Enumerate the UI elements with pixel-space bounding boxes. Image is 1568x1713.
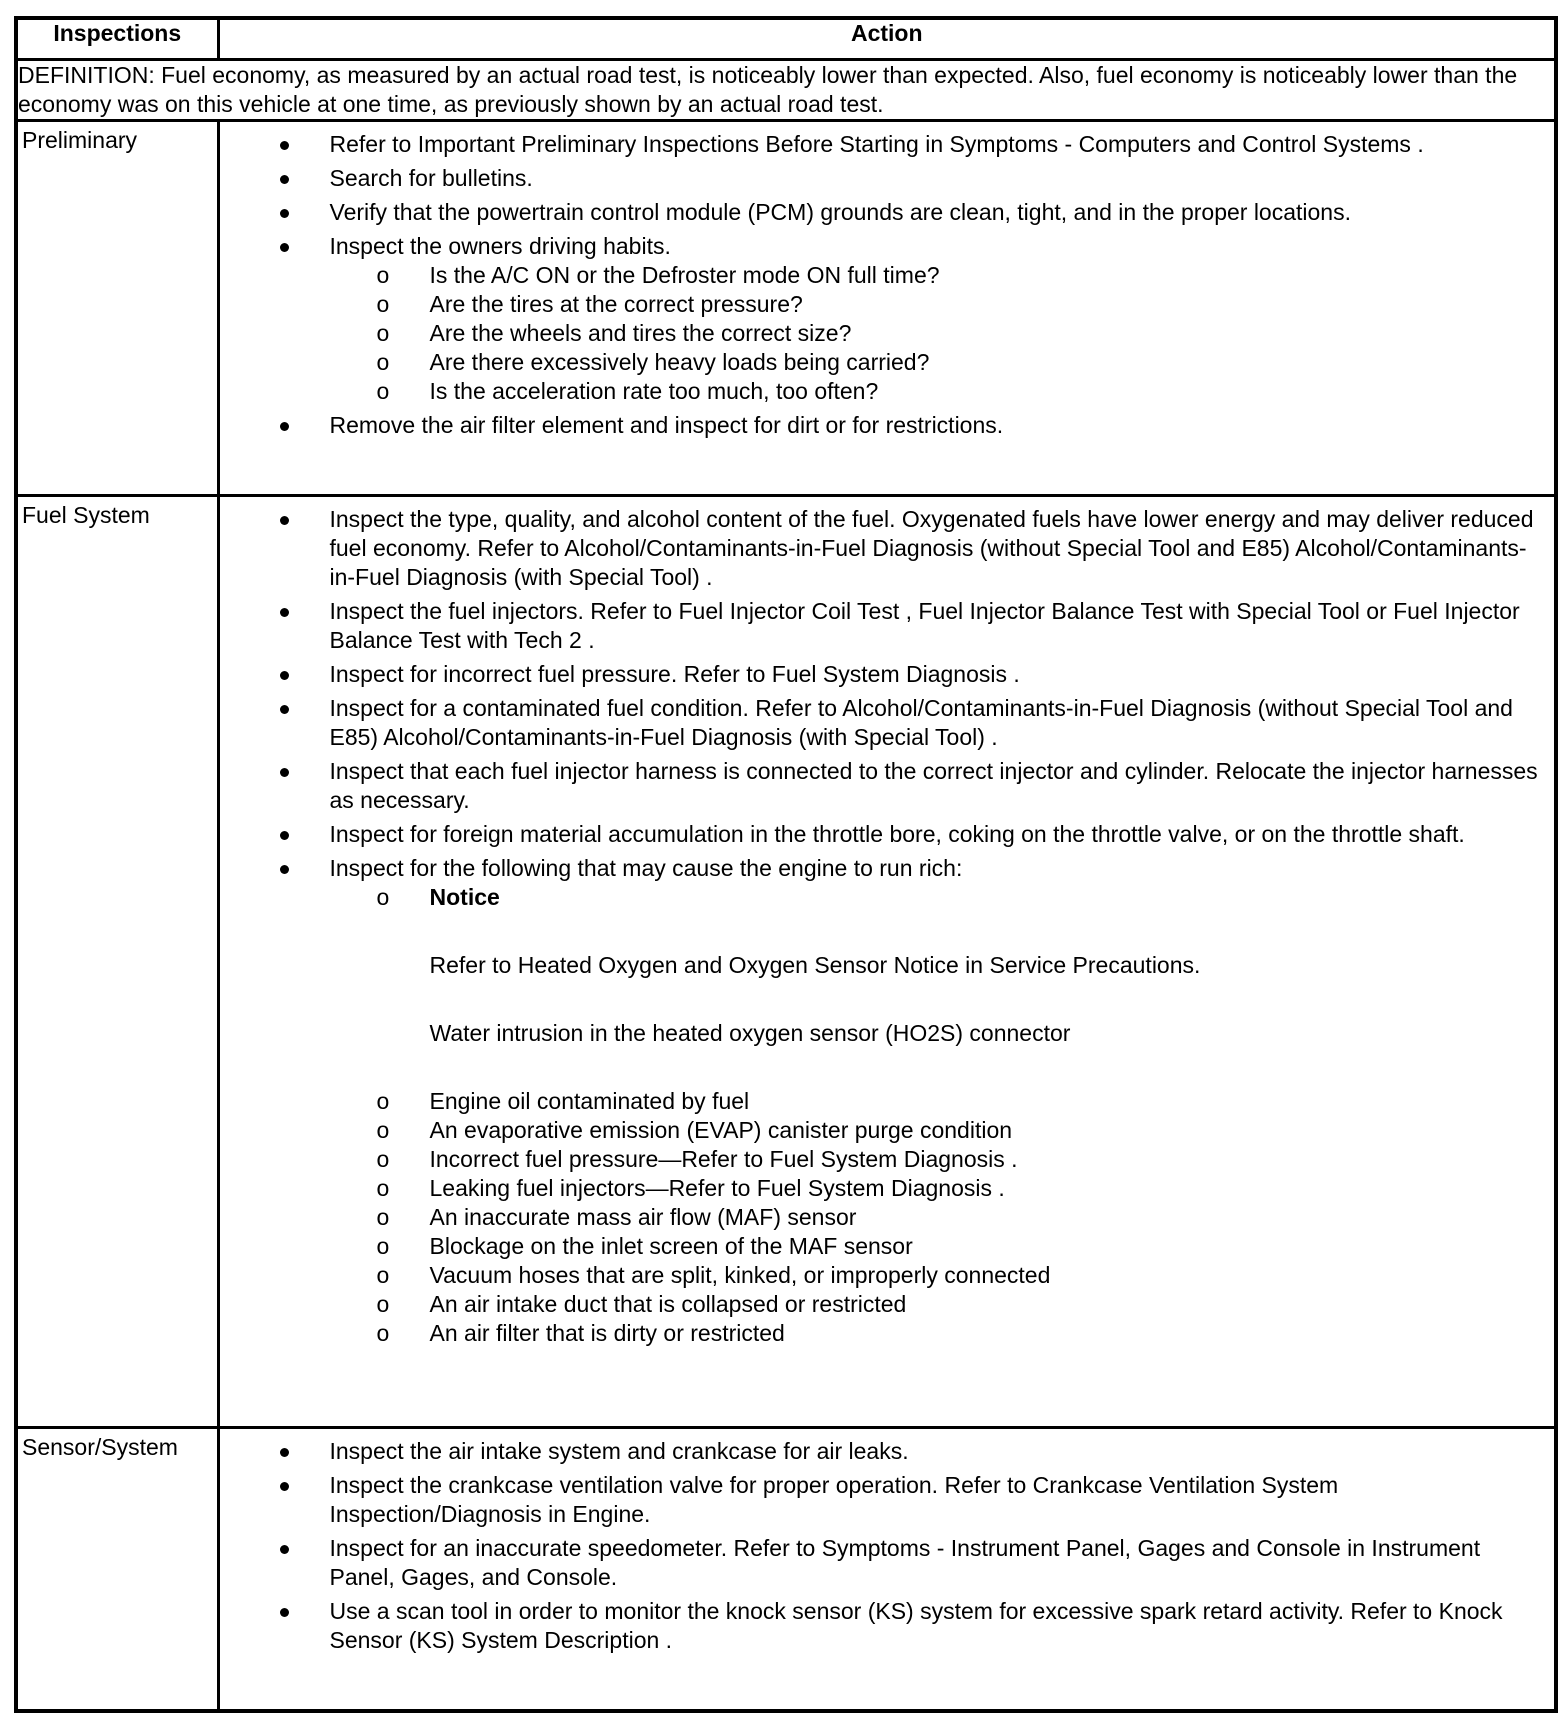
sub-list-item: o An inaccurate mass air flow (MAF) sensor xyxy=(430,1203,1549,1232)
sub-list-item: o Are the wheels and tires the correct size? xyxy=(430,319,1549,348)
sub-list-item: o An air filter that is dirty or restricted xyxy=(430,1319,1549,1348)
list-item xyxy=(330,854,1549,1348)
list-item: Inspect that each fuel injector harness is connected to the correct injector and cylinder. Relocate the injector harnesses as necessary. xyxy=(330,757,1549,815)
list-item: Inspect the air intake system and crankcase for air leaks. xyxy=(330,1437,1549,1466)
fuel-system-label: Fuel System xyxy=(16,496,218,1428)
list-item: Inspect for incorrect fuel pressure. Refer to Fuel System Diagnosis . xyxy=(330,660,1549,689)
sub-list-item: o An air intake duct that is collapsed or restricted xyxy=(430,1290,1549,1319)
list-item: Inspect the type, quality, and alcohol content of the fuel. Oxygenated fuels have lower energy and may deliver reduced fuel economy. Refer to Alcohol/Contaminants-in-Fuel Diagnosis (without Special Tool and E85) Alcohol/Contaminants-in-Fuel Diagnosis (with Special Tool) . xyxy=(330,505,1549,592)
list-item: Remove the air filter element and inspect for dirt or for restrictions. xyxy=(330,411,1549,440)
header-row xyxy=(16,18,1556,60)
fuel-system-list xyxy=(220,497,1555,1348)
sub-list-item: o Are there excessively heavy loads being carried? xyxy=(430,348,1549,377)
list-item: Inspect the fuel injectors. Refer to Fuel Injector Coil Test , Fuel Injector Balance Test with Special Tool or Fuel Injector Balance Test with Tech 2 . xyxy=(330,597,1549,655)
sub-list-item: o Blockage on the inlet screen of the MAF sensor xyxy=(430,1232,1549,1261)
fuel-system-actions xyxy=(218,496,1556,1428)
sub-list-item: o Incorrect fuel pressure—Refer to Fuel System Diagnosis . xyxy=(430,1145,1549,1174)
preliminary-row xyxy=(16,121,1556,496)
notice-text-2: Water intrusion in the heated oxygen sensor (HO2S) connector xyxy=(429,1020,1071,1046)
sub-list-item: o Is the A/C ON or the Defroster mode ON full time? xyxy=(430,261,1549,290)
list-item: Inspect for a contaminated fuel condition. Refer to Alcohol/Contaminants-in-Fuel Diagnosis (without Special Tool and E85) Alcohol/Contaminants-in-Fuel Diagnosis (with Special Tool) . xyxy=(330,694,1549,752)
fuel-system-row xyxy=(16,496,1556,1428)
sub-list-item: o Leaking fuel injectors—Refer to Fuel System Diagnosis . xyxy=(430,1174,1549,1203)
definition-text: DEFINITION: Fuel economy, as measured by an actual road test, is noticeably lower than expected. Also, fuel economy is noticeably lower than the economy was on this vehicle at one time, as previously shown by an actual road test. xyxy=(16,60,1556,121)
list-item: Inspect for an inaccurate speedometer. Refer to Symptoms - Instrument Panel, Gages and Console in Instrument Panel, Gages, and Console. xyxy=(330,1534,1549,1592)
diagnostic-table xyxy=(14,16,1558,1713)
preliminary-list xyxy=(220,122,1555,440)
list-item-text: Inspect for the following that may cause the engine to run rich: xyxy=(329,855,963,881)
header-inspections: Inspections xyxy=(16,18,218,60)
list-item: Search for bulletins. xyxy=(330,164,1549,193)
sub-list-item: o Are the tires at the correct pressure? xyxy=(430,290,1549,319)
notice-text: Refer to Heated Oxygen and Oxygen Sensor Notice in Service Precautions. xyxy=(429,952,1201,978)
list-item xyxy=(330,232,1549,406)
notice-item xyxy=(430,883,1549,1048)
sub-list-item: o Is the acceleration rate too much, too often? xyxy=(430,377,1549,406)
list-item: Refer to Important Preliminary Inspections Before Starting in Symptoms - Computers and Control Systems . xyxy=(330,130,1549,159)
sub-list-item: o Vacuum hoses that are split, kinked, or improperly connected xyxy=(430,1261,1549,1290)
list-item: Use a scan tool in order to monitor the knock sensor (KS) system for excessive spark retard activity. Refer to Knock Sensor (KS) System Description . xyxy=(330,1597,1549,1655)
list-item-text: Inspect the owners driving habits. xyxy=(329,233,671,259)
list-item: Inspect for foreign material accumulation in the throttle bore, coking on the throttle valve, or on the throttle shaft. xyxy=(330,820,1549,849)
sensor-system-row xyxy=(16,1428,1556,1712)
notice-title: o Notice xyxy=(429,884,500,910)
sensor-system-label: Sensor/System xyxy=(16,1428,218,1712)
sensor-system-actions xyxy=(218,1428,1556,1712)
sub-list-item: o Engine oil contaminated by fuel xyxy=(430,1087,1549,1116)
header-action: Action xyxy=(218,18,1556,60)
list-item: Verify that the powertrain control module (PCM) grounds are clean, tight, and in the proper locations. xyxy=(330,198,1549,227)
list-item: Inspect the crankcase ventilation valve for proper operation. Refer to Crankcase Ventilation System Inspection/Diagnosis in Engine. xyxy=(330,1471,1549,1529)
sub-list-item: o An evaporative emission (EVAP) canister purge condition xyxy=(430,1116,1549,1145)
sensor-system-list xyxy=(220,1429,1555,1655)
preliminary-actions xyxy=(218,121,1556,496)
preliminary-label: Preliminary xyxy=(16,121,218,496)
driving-habits-sublist xyxy=(330,261,1549,406)
definition-row xyxy=(16,60,1556,121)
rich-causes-sublist xyxy=(330,883,1549,1348)
